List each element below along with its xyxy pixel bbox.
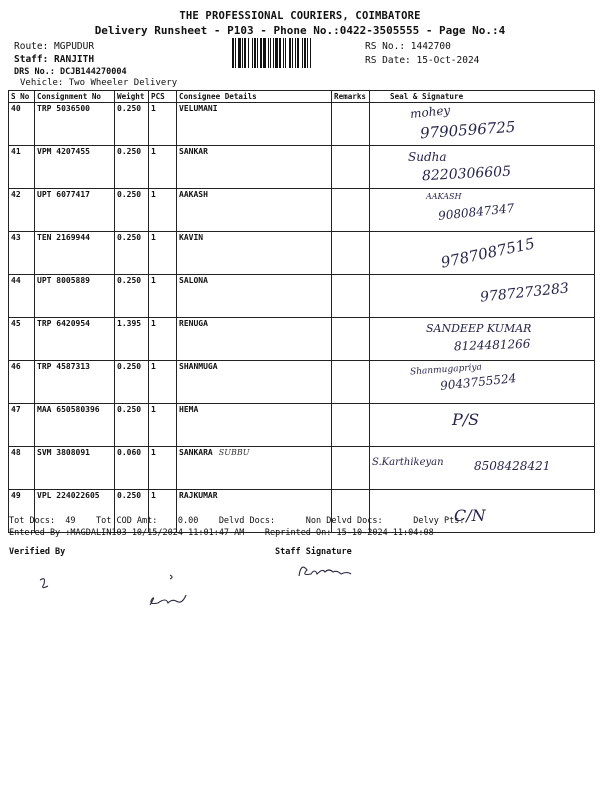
row-signature [370, 447, 595, 490]
row-weight: 0.250 [115, 404, 149, 447]
row-consignee [177, 232, 332, 275]
consignee-name: SALONA [179, 276, 208, 285]
staff-label: Staff: RANJITH [14, 54, 95, 65]
col-header-remarks: Remarks [332, 91, 370, 103]
row-weight: 1.395 [115, 318, 149, 361]
row-remarks [332, 275, 370, 318]
row-pcs: 1 [149, 447, 177, 490]
consignee-name: VELUMANI [179, 104, 218, 113]
row-pcs: 1 [149, 275, 177, 318]
row-pcs: 1 [149, 490, 177, 533]
row-weight: 0.250 [115, 232, 149, 275]
row-consignee [177, 404, 332, 447]
row-consignment-no: UPT 6077417 [35, 189, 115, 232]
row-weight: 0.250 [115, 490, 149, 533]
row-consignee [177, 275, 332, 318]
handwritten-signature: SANDEEP KUMAR [426, 322, 532, 335]
row-consignment-no: TRP 6420954 [35, 318, 115, 361]
row-signature [370, 490, 595, 533]
row-signature [370, 318, 595, 361]
handwritten-phone: 8508428421 [474, 459, 551, 473]
vehicle-label: Vehicle: Two Wheeler Delivery [20, 78, 178, 88]
verifier-signature [20, 560, 280, 620]
row-remarks [332, 404, 370, 447]
row-consignment-no: MAA 650580396 [35, 404, 115, 447]
row-signature [370, 275, 595, 318]
table-row [9, 361, 595, 404]
rs-date: RS Date: 15-Oct-2024 [365, 55, 480, 66]
table-row [9, 318, 595, 361]
col-header-consignee: Consignee Details [177, 91, 332, 103]
row-consignee [177, 361, 332, 404]
table-row [9, 146, 595, 189]
row-weight: 0.250 [115, 361, 149, 404]
row-consignee [177, 318, 332, 361]
row-remarks [332, 232, 370, 275]
row-pcs: 1 [149, 146, 177, 189]
row-signature [370, 404, 595, 447]
handwritten-signature: AAKASH [426, 192, 462, 201]
row-signature [370, 103, 595, 146]
consignee-name: AAKASH [179, 190, 208, 199]
row-pcs: 1 [149, 361, 177, 404]
row-pcs: 1 [149, 189, 177, 232]
row-signature [370, 232, 595, 275]
handwritten-phone: 8220306605 [421, 163, 512, 185]
row-pcs: 1 [149, 103, 177, 146]
route-label: Route: MGPUDUR [14, 41, 95, 52]
row-sno: 46 [9, 361, 35, 404]
row-signature [370, 146, 595, 189]
handwritten-phone: 9787273283 [479, 280, 570, 306]
runsheet-title: Delivery Runsheet - P103 - Phone No.:0422-3505555 - Page No.:4 [94, 24, 506, 37]
totals-line: Tot Docs: 49 Tot COD Amt: 0.00 Delvd Docs: Non Delvd Docs: Delvy Pts: [9, 516, 465, 526]
col-header-signature: Seal & Signature [370, 91, 595, 103]
col-header-pcs: PCS [149, 91, 177, 103]
row-pcs: 1 [149, 232, 177, 275]
row-consignee [177, 490, 332, 533]
handwritten-signature: Sudha [408, 150, 447, 164]
row-consignee [177, 189, 332, 232]
col-header-sno: S No [9, 91, 35, 103]
table-row [9, 447, 595, 490]
handwritten-signature: P/S [452, 410, 480, 429]
handwritten-phone: 9080847347 [437, 201, 515, 223]
company-title: THE PROFESSIONAL COURIERS, COIMBATORE [179, 10, 421, 22]
row-remarks [332, 189, 370, 232]
row-remarks [332, 146, 370, 189]
row-consignment-no: TRP 5036500 [35, 103, 115, 146]
row-consignment-no: TEN 2169944 [35, 232, 115, 275]
row-sno: 41 [9, 146, 35, 189]
row-sno: 48 [9, 447, 35, 490]
row-weight: 0.250 [115, 103, 149, 146]
table-row [9, 232, 595, 275]
row-remarks [332, 103, 370, 146]
row-sno: 47 [9, 404, 35, 447]
row-consignee [177, 146, 332, 189]
consignee-name: RAJKUMAR [179, 491, 218, 500]
row-sno: 44 [9, 275, 35, 318]
handwritten-signature: C/N [454, 506, 486, 525]
handwritten-phone: 9787087515 [439, 234, 537, 272]
row-signature [370, 189, 595, 232]
col-header-weight: Weight [115, 91, 149, 103]
row-signature [370, 361, 595, 404]
row-sno: 43 [9, 232, 35, 275]
row-pcs: 1 [149, 404, 177, 447]
consignee-handwritten-note: SUBBU [218, 448, 250, 457]
row-consignment-no: UPT 8005889 [35, 275, 115, 318]
table-row [9, 189, 595, 232]
row-remarks [332, 447, 370, 490]
handwritten-signature: S.Karthikeyan [372, 457, 444, 468]
row-remarks [332, 361, 370, 404]
entered-by-line: Entered By :MAGDALIN103 10/15/2024 11:01:47 AM Reprinted On: 15-10-2024 11:04:08 [9, 528, 434, 538]
rs-number: RS No.: 1442700 [365, 41, 451, 52]
consignee-name: SANKARA [179, 448, 213, 457]
row-sno: 45 [9, 318, 35, 361]
runsheet-table [8, 90, 595, 533]
row-consignee [177, 103, 332, 146]
row-sno: 42 [9, 189, 35, 232]
consignee-name: KAVIN [179, 233, 204, 242]
drs-number: DRS No.: DCJB144270004 [14, 67, 127, 77]
table-row [9, 103, 595, 146]
row-remarks [332, 490, 370, 533]
row-weight: 0.250 [115, 275, 149, 318]
staff-signature-label: Staff Signature [275, 547, 352, 557]
row-consignee [177, 447, 332, 490]
table-row [9, 275, 595, 318]
handwritten-signature: Shanmugapriya [409, 362, 483, 378]
handwritten-signature: mohey [409, 102, 451, 122]
handwritten-phone: 9043755524 [439, 371, 517, 393]
row-pcs: 1 [149, 318, 177, 361]
row-weight: 0.250 [115, 189, 149, 232]
row-remarks [332, 318, 370, 361]
row-consignment-no: VPM 4207455 [35, 146, 115, 189]
row-consignment-no: VPL 224022605 [35, 490, 115, 533]
verified-by-label: Verified By [9, 547, 66, 557]
handwritten-phone: 8124481266 [453, 336, 531, 354]
consignee-name: HEMA [179, 405, 199, 414]
barcode [232, 38, 352, 68]
table-row [9, 404, 595, 447]
table-header-row [9, 91, 595, 103]
consignee-name: RENUGA [179, 319, 208, 328]
handwritten-phone: 9790596725 [419, 117, 516, 143]
row-sno: 40 [9, 103, 35, 146]
table-row [9, 490, 595, 533]
staff-signature-scribble [295, 558, 375, 584]
consignee-name: SANKAR [179, 147, 208, 156]
row-weight: 0.060 [115, 447, 149, 490]
row-consignment-no: SVM 3808091 [35, 447, 115, 490]
row-sno: 49 [9, 490, 35, 533]
consignee-name: SHANMUGA [179, 362, 218, 371]
row-consignment-no: TRP 4587313 [35, 361, 115, 404]
row-weight: 0.250 [115, 146, 149, 189]
col-header-consignment: Consignment No [35, 91, 115, 103]
